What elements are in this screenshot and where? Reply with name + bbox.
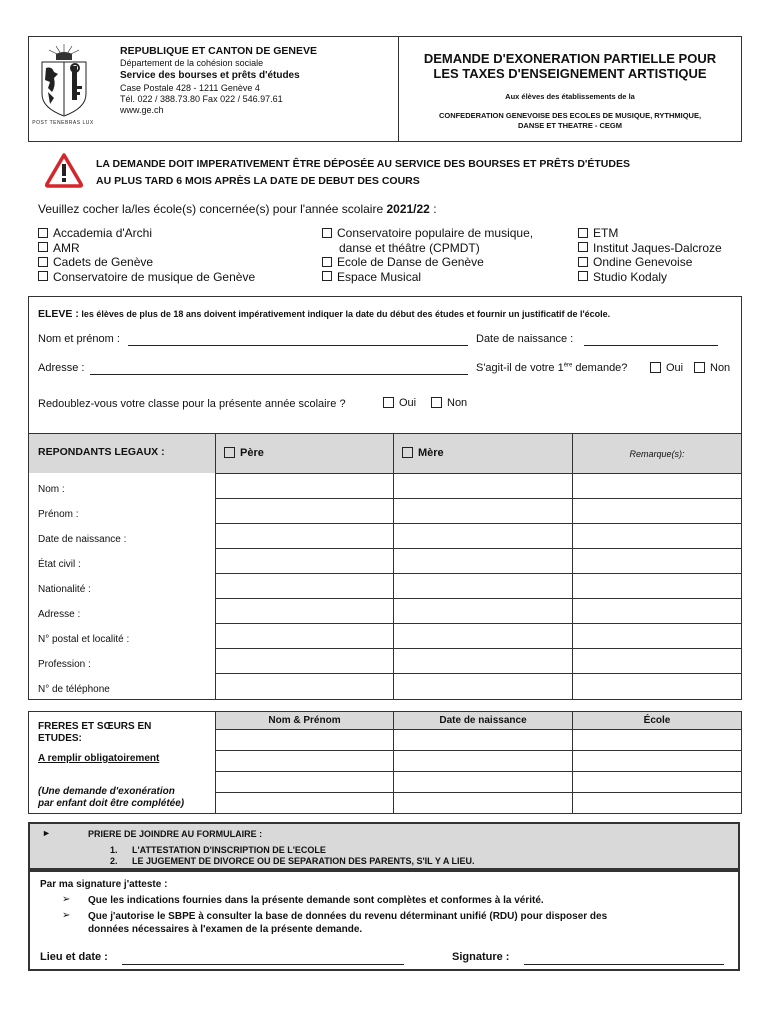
first-request-non[interactable]: Non (694, 362, 730, 374)
col-divider (572, 712, 573, 814)
checkbox[interactable] (38, 271, 48, 281)
school-option[interactable]: Cadets de Genève (38, 255, 255, 270)
checkbox[interactable] (694, 362, 705, 373)
siblings-title-line2: ETUDES: (38, 733, 82, 744)
repeat-oui[interactable]: Oui (383, 397, 416, 409)
place-date-field[interactable] (122, 951, 404, 965)
parent-pere-field[interactable] (216, 524, 393, 548)
siblings-col-birthdate: Date de naissance (439, 715, 527, 726)
parent-row-label: N° postal et localité : (38, 634, 130, 645)
attestation-title: Par ma signature j'atteste : (40, 879, 168, 890)
checkbox[interactable] (578, 271, 588, 281)
checkbox[interactable] (578, 242, 588, 252)
signature-label: Signature : (452, 951, 510, 963)
pere-option[interactable]: Père (224, 447, 264, 459)
siblings-col-name: Nom & Prénom (268, 715, 341, 726)
siblings-col-school: École (643, 715, 671, 726)
school-option[interactable]: Studio Kodaly (578, 270, 722, 285)
checkbox[interactable] (431, 397, 442, 408)
school-column-2 (322, 226, 533, 284)
name-label: Nom et prénom : (38, 333, 120, 345)
siblings-title-line1: FRERES ET SŒURS EN (38, 721, 152, 732)
parent-row-label: Date de naissance : (38, 534, 127, 545)
birthdate-label: Date de naissance : (476, 333, 574, 345)
parents-title: REPONDANTS LEGAUX : (38, 446, 165, 458)
attestation-item-2-line2: données nécessaires à l'examen de la présente demande. (88, 924, 363, 935)
row-divider (216, 729, 741, 730)
check-arrow-icon: ➢ (62, 910, 71, 921)
siblings-note-line2: par enfant doit être complétée) (38, 798, 185, 809)
checkbox[interactable] (38, 242, 48, 252)
school-option[interactable]: Institut Jaques-Dalcroze (578, 241, 722, 256)
parent-remark-field[interactable] (573, 599, 741, 623)
form-title-line2: LES TAXES D'ENSEIGNEMENT ARTISTIQUE (433, 66, 707, 81)
website: www.ge.ch (120, 105, 164, 115)
confederation-line1: CONFEDERATION GENEVOISE DES ECOLES DE MUSIQUE, RYTHMIQUE, (438, 111, 702, 120)
school-intro-end: : (429, 202, 437, 216)
phone-fax: Tél. 022 / 388.73.80 Fax 022 / 546.97.61 (120, 94, 283, 104)
checkbox[interactable] (322, 228, 332, 238)
parent-mere-field[interactable] (394, 624, 572, 648)
school-option-continued: danse et théâtre (CPMDT) (339, 240, 480, 255)
checkbox[interactable] (38, 228, 48, 238)
department-name: Département de la cohésion sociale (120, 58, 264, 68)
checkbox[interactable] (322, 271, 332, 281)
parent-remark-field[interactable] (573, 624, 741, 648)
school-option[interactable]: Accademia d'Archi (38, 226, 255, 241)
school-column-1 (38, 226, 255, 284)
repeat-non[interactable]: Non (431, 397, 467, 409)
siblings-required: A remplir obligatoirement (38, 753, 160, 764)
signature-field[interactable] (524, 951, 724, 965)
parent-row-label: Nom : (38, 484, 65, 495)
parent-row-label: N° de téléphone (38, 684, 110, 695)
first-request-oui[interactable]: Oui (650, 362, 683, 374)
parent-pere-field[interactable] (216, 624, 393, 648)
school-option[interactable]: ETM (578, 226, 722, 241)
col-divider (215, 712, 216, 814)
school-column-3 (578, 226, 722, 284)
warning-icon (44, 152, 84, 188)
parent-pere-field[interactable] (216, 574, 393, 598)
repeat-question: Redoublez-vous votre classe pour la présente année scolaire ? (38, 398, 346, 410)
row-divider (216, 792, 741, 793)
place-date-label: Lieu et date : (40, 951, 108, 963)
parent-mere-field[interactable] (394, 549, 572, 573)
parent-remark-field[interactable] (573, 524, 741, 548)
parent-remark-field[interactable] (573, 574, 741, 598)
parent-remark-field[interactable] (573, 499, 741, 523)
geneva-coat-of-arms-logo (34, 42, 94, 126)
siblings-note-line1: (Une demande d'exonération (38, 786, 175, 797)
checkbox[interactable] (322, 257, 332, 267)
parent-remark-field[interactable] (573, 549, 741, 573)
form-title-line1: DEMANDE D'EXONERATION PARTIELLE POUR (423, 51, 717, 66)
republic-heading: REPUBLIQUE ET CANTON DE GENEVE (120, 45, 317, 57)
parent-pere-field[interactable] (216, 674, 393, 698)
attestation-item-2-line1: Que j'autorise le SBPE à consulter la base de données du revenu déterminant unifié (RDU) pour disposer des (88, 911, 608, 922)
warning-line1: LA DEMANDE DOIT IMPERATIVEMENT ÊTRE DÉPOSÉE AU SERVICE DES BOURSES ET PRÊTS D'ÉTUDES (96, 158, 630, 170)
parent-row-label: Adresse : (38, 609, 81, 620)
header-divider (398, 36, 399, 142)
parent-mere-field[interactable] (394, 649, 572, 673)
checkbox[interactable] (578, 257, 588, 267)
parent-remark-field[interactable] (573, 474, 741, 498)
parent-pere-field[interactable] (216, 599, 393, 623)
col-divider (393, 712, 394, 814)
checkbox[interactable] (402, 447, 413, 458)
parent-pere-field[interactable] (216, 474, 393, 498)
warning-line2: AU PLUS TARD 6 MOIS APRÈS LA DATE DE DEBUT DES COURS (96, 175, 420, 187)
attachment-item-1: 1. L'ATTESTATION D'INSCRIPTION DE L'ECOLE (110, 845, 326, 855)
school-option[interactable]: Espace Musical (322, 270, 533, 285)
checkbox[interactable] (383, 397, 394, 408)
school-intro-text: Veuillez cocher la/les école(s) concernée(s) pour l'année scolaire (38, 202, 387, 216)
parent-remark-field[interactable] (573, 649, 741, 673)
parent-mere-field[interactable] (394, 674, 572, 698)
address-label: Adresse : (38, 362, 85, 374)
logo-motto: POST TENEBRAS LUX (32, 120, 94, 126)
student-heading (38, 308, 610, 320)
parent-mere-field[interactable] (394, 499, 572, 523)
school-option[interactable]: Conservatoire de musique de Genève (38, 270, 255, 285)
school-option[interactable]: Ecole de Danse de Genève (322, 255, 533, 270)
remarks-heading: Remarque(s): (629, 449, 685, 459)
attestation-item-1: Que les indications fournies dans la présente demande sont complètes et conformes à la vérité. (88, 895, 544, 906)
parent-mere-field[interactable] (394, 524, 572, 548)
checkbox[interactable] (578, 228, 588, 238)
student-label: ELEVE : (38, 308, 79, 320)
birthdate-field[interactable] (584, 333, 718, 346)
service-name: Service des bourses et prêts d'études (120, 70, 300, 81)
attachment-item-2: 2. LE JUGEMENT DE DIVORCE OU DE SEPARATION DES PARENTS, S'IL Y A LIEU. (110, 856, 475, 866)
parent-pere-field[interactable] (216, 549, 393, 573)
parent-mere-field[interactable] (394, 474, 572, 498)
first-request-question: S'agit-il de votre 1ère demande? (476, 362, 628, 374)
checkbox[interactable] (650, 362, 661, 373)
parent-pere-field[interactable] (216, 649, 393, 673)
parent-mere-field[interactable] (394, 599, 572, 623)
address-field[interactable] (90, 362, 468, 375)
confederation-line2: DANSE ET THEATRE - CEGM (517, 121, 623, 130)
parent-pere-field[interactable] (216, 499, 393, 523)
parent-remark-field[interactable] (573, 674, 741, 698)
name-field[interactable] (128, 333, 468, 346)
parent-row-label: Profession : (38, 659, 91, 670)
parent-row-label: État civil : (38, 559, 81, 570)
checkbox[interactable] (224, 447, 235, 458)
arrow-icon: ► (42, 828, 51, 838)
postal-address: Case Postale 428 - 1211 Genève 4 (120, 83, 260, 93)
student-note: les élèves de plus de 18 ans doivent impérativement indiquer la date du début des études et fournir un justificatif de l'école. (78, 309, 611, 319)
school-option[interactable]: Ondine Genevoise (578, 255, 722, 270)
parent-row-label: Prénom : (38, 509, 79, 520)
row-divider (216, 771, 741, 772)
parent-mere-field[interactable] (394, 574, 572, 598)
school-intro (38, 202, 437, 216)
school-year: 2021/22 (386, 202, 430, 216)
school-option[interactable]: Conservatoire populaire de musique, (322, 226, 533, 241)
school-option[interactable]: AMR (38, 241, 255, 256)
parent-row-label: Nationalité : (38, 584, 91, 595)
check-arrow-icon: ➢ (62, 894, 71, 905)
row-divider (216, 750, 741, 751)
checkbox[interactable] (38, 257, 48, 267)
attachments-title: PRIERE DE JOINDRE AU FORMULAIRE : (88, 829, 263, 839)
form-subtitle: Aux élèves des établissements de la (505, 92, 635, 101)
mere-option[interactable]: Mère (402, 447, 444, 459)
